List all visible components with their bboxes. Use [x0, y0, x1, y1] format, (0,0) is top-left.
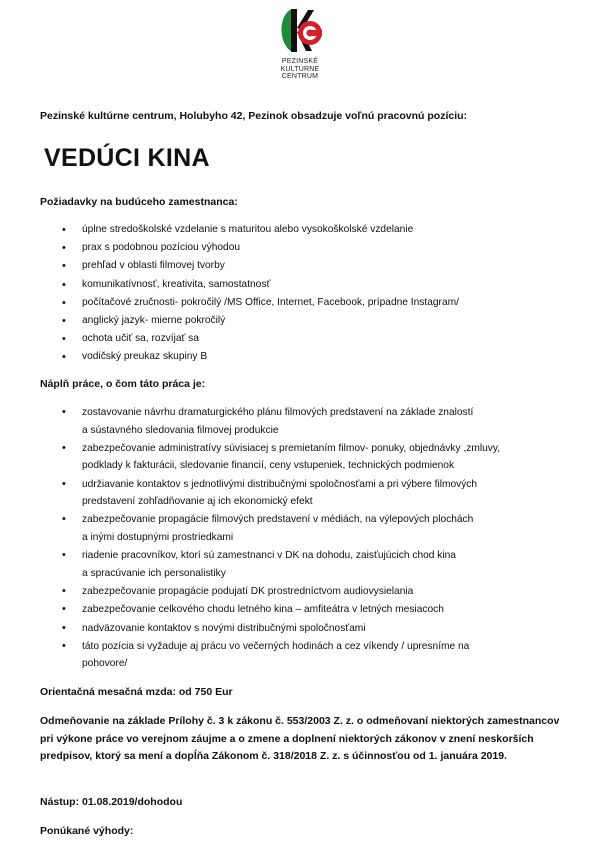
list-item [40, 440, 500, 475]
list-item: • vodičský preukaz skupiny B [40, 348, 459, 366]
list-item-line: zabezpečovanie administratívy súvisiacej s premietaním filmov- ponuky, objednávky ,zmluvy, [82, 442, 501, 454]
duties-list [40, 404, 500, 674]
list-item: • počítačové zručnosti- pokročilý /MS Office, Internet, Facebook, prípadne Instagram/ [40, 294, 459, 312]
logo-text [250, 58, 350, 81]
list-item-line: zabezpečovanie propagácie podujatí DK prostredníctvom audiovysielania [82, 585, 414, 597]
list-item [40, 620, 500, 638]
list-item: • prehľad v oblasti filmovej tvorby [40, 257, 459, 275]
remuneration-text: Odmeňovanie na základe Prílohy č. 3 k zákonu č. 553/2003 Z. z. o odmeňovaní niektorých zamestnancov pri výkone práce vo verejnom záujme a o zmene a doplnení niektorých zákonov v znení neskorších predpisov, ktorý sa mení a dopĺňa Zákonom č. 318/2018 Z. z. s účinnosťou od 1. januára 2019. [40, 715, 560, 762]
list-item [40, 511, 500, 546]
salary-text: Orientačná mesačná mzda: od 750 Eur [40, 686, 233, 698]
list-item-line: a inými dostupnými prostriedkami [82, 531, 234, 543]
list-item-line: predstavení zohľadňovanie aj ich ekonomický efekt [82, 496, 313, 508]
list-item [40, 638, 500, 673]
list-item: • úplne stredoškolské vzdelanie s maturitou alebo vysokoškolské vzdelanie [40, 221, 459, 239]
list-item-line: zabezpečovanie celkového chodu letného kina – amfiteátra v letných mesiacoch [82, 604, 444, 616]
list-item-line: riadenie pracovníkov, ktorí sú zamestnanci v DK na dohodu, zaisťujúcich chod kina [82, 550, 456, 562]
list-item-line: podklady k fakturácii, sledovanie financií, ceny vstupeniek, technických podmienok [82, 460, 455, 472]
list-item [40, 476, 500, 511]
list-item-line: táto pozícia si vyžaduje aj prácu vo večerných hodinách a cez víkendy / upresníme na [82, 640, 470, 652]
intro-text: Pezinské kultúrne centrum, Holubyho 42, Pezinok obsadzuje voľnú pracovnú pozíciu: [40, 110, 468, 122]
requirements-heading: Požiadavky na budúceho zamestnanca: [40, 196, 238, 208]
page-title: VEDÚCI KINA [44, 144, 210, 172]
list-item [40, 583, 500, 601]
list-item: • anglický jazyk- mierne pokročilý [40, 312, 459, 330]
kc-logo [250, 6, 350, 81]
requirements-list [40, 221, 459, 367]
list-item: • komunikatívnosť, kreativita, samostatnosť [40, 276, 459, 294]
list-item: • prax s podobnou pozíciou výhodou [40, 239, 459, 257]
list-item-line: udržiavanie kontaktov s jednotlivými distribučnými spoločnosťami a pri výbere filmových [82, 478, 478, 490]
list-item: • ochota učiť sa, rozvíjať sa [40, 330, 459, 348]
logo-text-line: PEZINSKÉ [281, 58, 319, 65]
start-date-text: Nástup: 01.08.2019/dohodou [40, 796, 183, 808]
logo-text-line: KULTÚRNE [280, 65, 320, 73]
logo-text-line: CENTRUM [281, 73, 319, 80]
list-item [40, 601, 500, 619]
list-item [40, 547, 500, 582]
list-item-line: pohovore/ [82, 658, 128, 670]
list-item-line: nadväzovanie kontaktov s novými distribučnými spoločnosťami [82, 622, 366, 634]
list-item-line: a sústavného sledovania filmovej produkcie [82, 424, 279, 436]
list-item-line: a spracúvanie ich personalistiky [82, 567, 226, 579]
kc-logo-mark [276, 6, 324, 56]
list-item [40, 404, 500, 439]
list-item-line: zabezpečovanie propagácie filmových predstavení v médiách, na výlepových plochách [82, 514, 474, 526]
list-item-line: zostavovanie návrhu dramaturgického plánu filmových predstavení na základe znalostí [82, 407, 474, 418]
benefits-heading: Ponúkané výhody: [40, 825, 134, 837]
duties-heading: Náplň práce, o čom táto práca je: [40, 378, 206, 390]
